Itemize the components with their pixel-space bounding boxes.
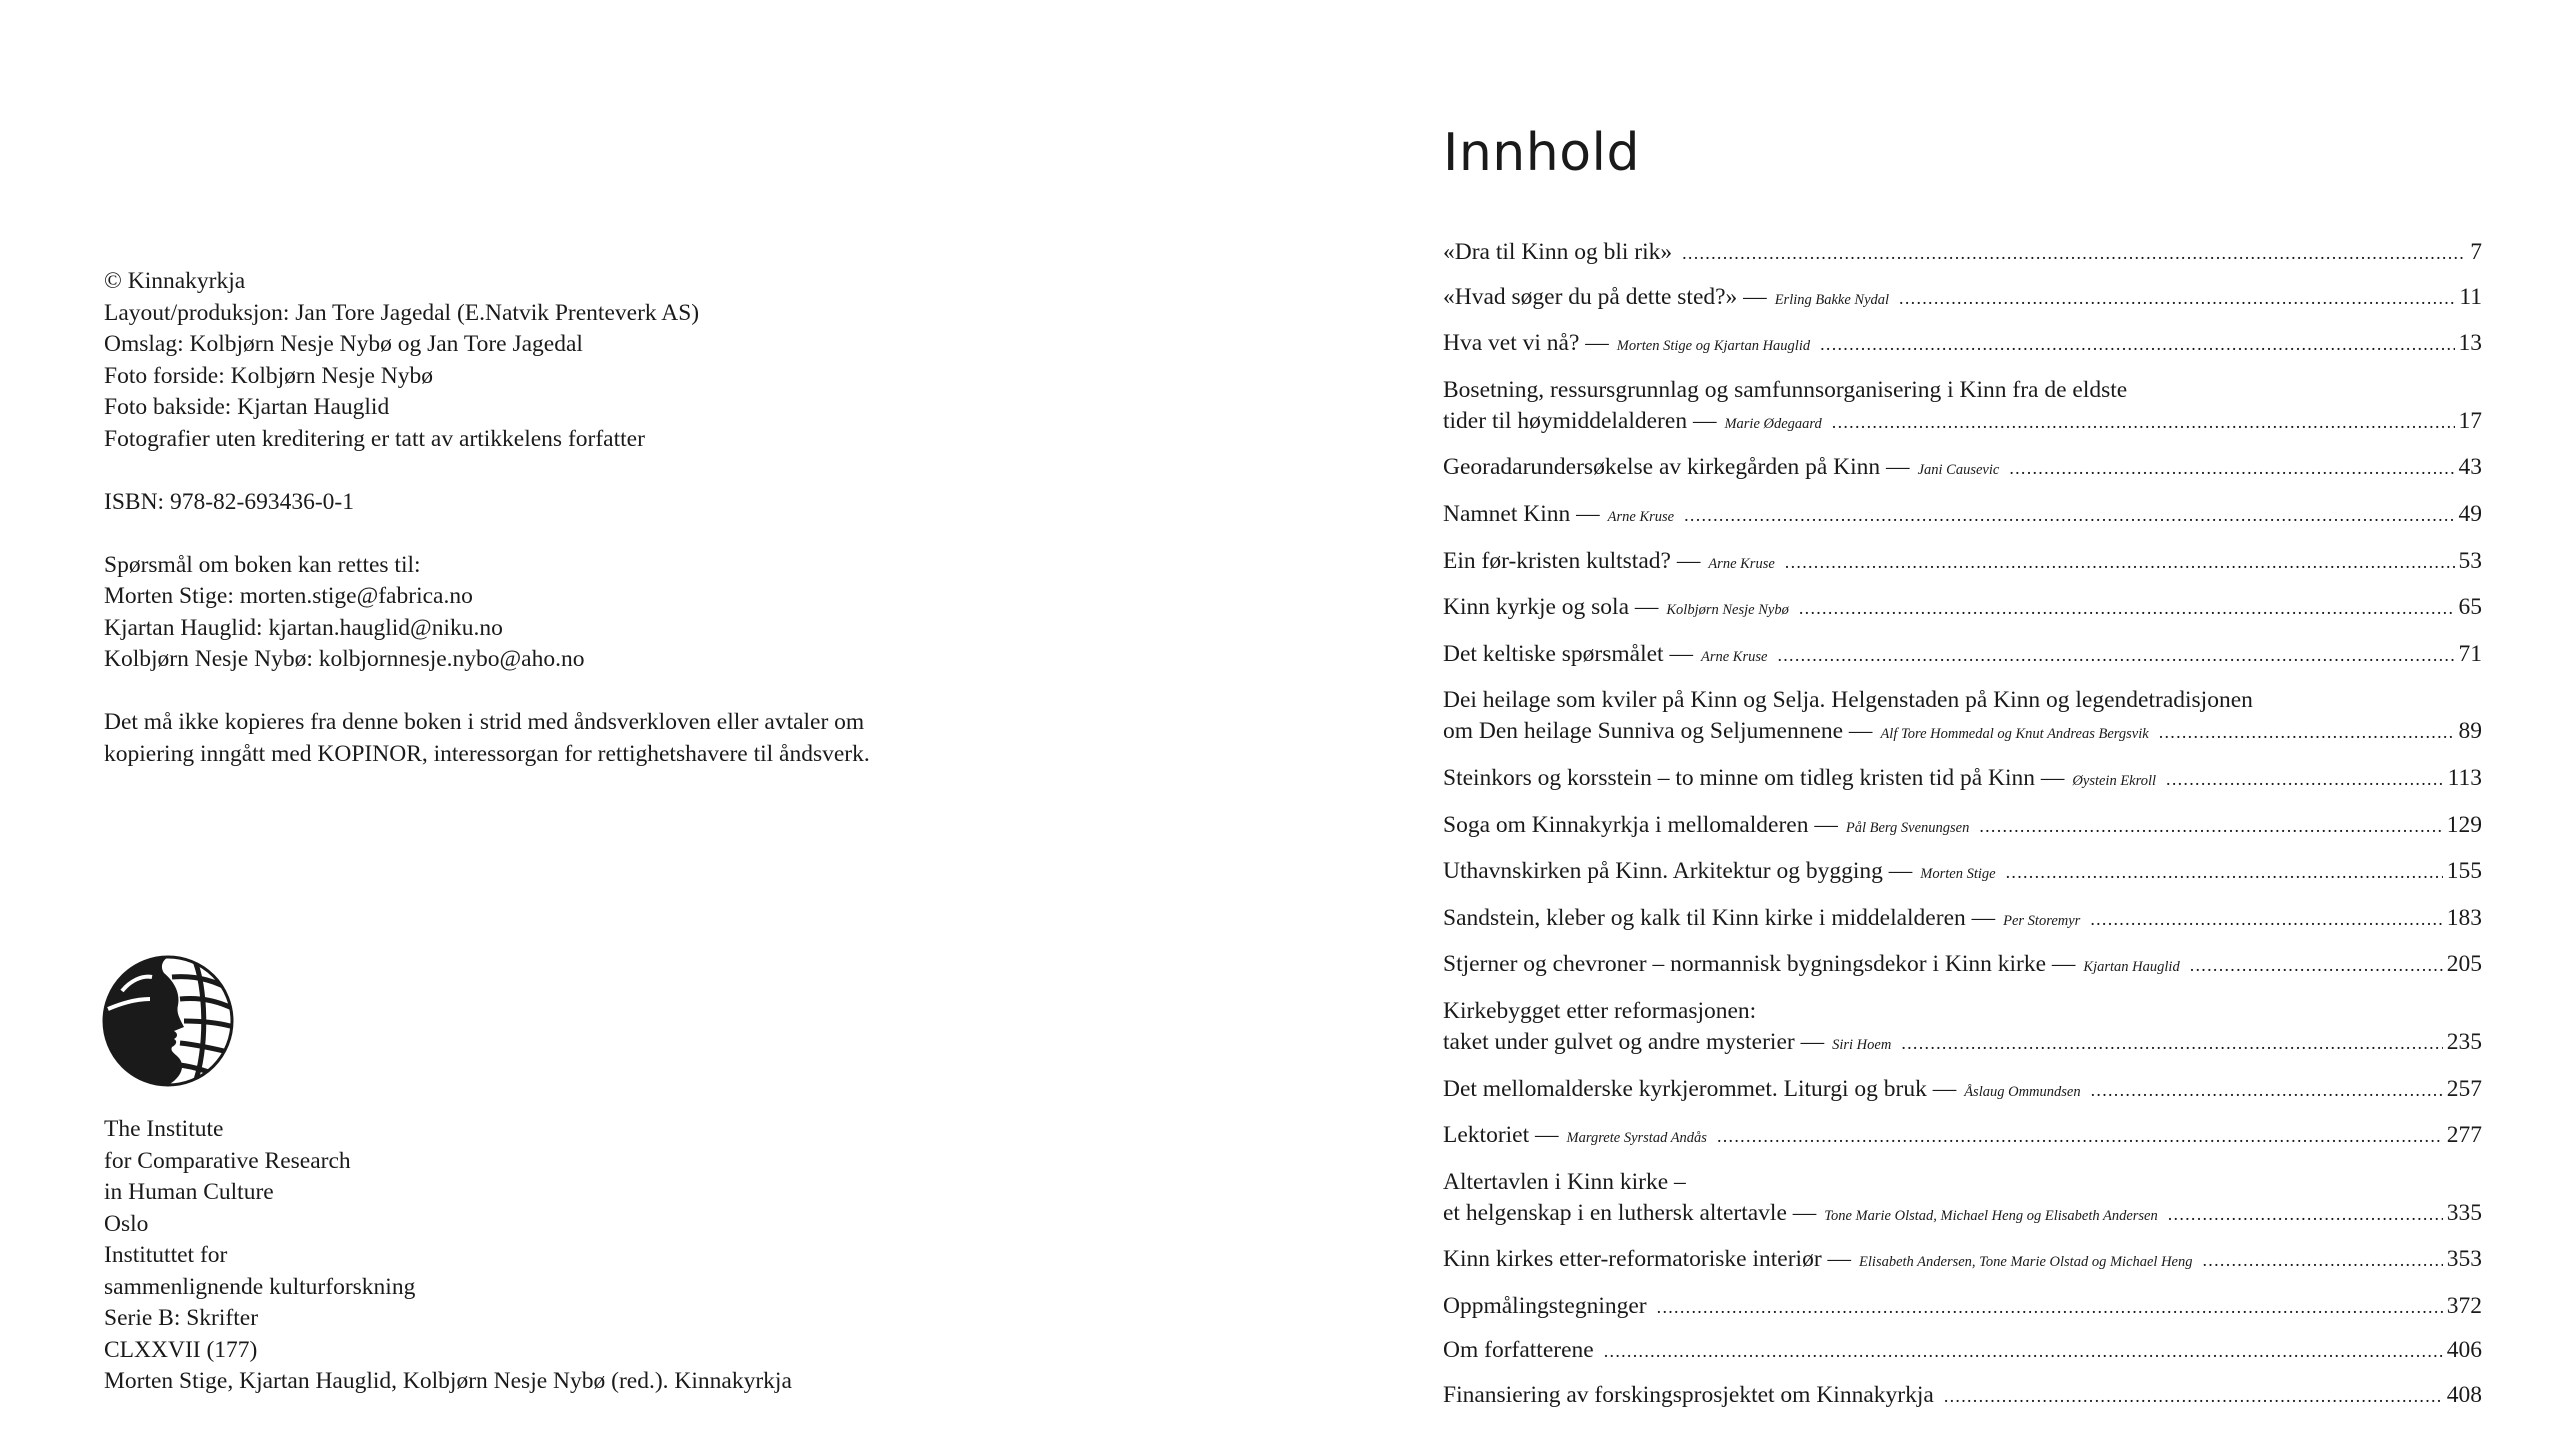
toc-entry-row: [1443, 1380, 2482, 1411]
toc-entry-row: [1443, 1335, 2482, 1366]
toc-entry-page: 113: [2447, 764, 2482, 791]
copyright-note-1: Det må ikke kopieres fra denne boken i strid med åndsverkloven eller avtaler om: [104, 709, 865, 735]
toc-entry-page: 129: [2446, 811, 2482, 838]
toc-entry-page: 408: [2446, 1382, 2482, 1409]
toc-entry: [1443, 1291, 2482, 1322]
toc-entry-title: Georadarundersøkelse av kirkegården på Kinn —: [1443, 454, 1910, 481]
toc-entry-author: Arne Kruse: [1700, 648, 1768, 665]
toc-entry: [1443, 375, 2482, 439]
contact-stige: Morten Stige: morten.stige@fabrica.no: [104, 583, 473, 609]
toc-entry-row: [1443, 639, 2482, 672]
toc-entry-author: Tone Marie Olstad, Michael Heng og Elisabeth Andersen: [1824, 1207, 2158, 1224]
toc-entry-title: Steinkors og korsstein – to minne om tidleg kristen tid på Kinn —: [1443, 764, 2065, 791]
toc-entry-row: [1443, 1027, 2482, 1060]
toc-entry: [1443, 1167, 2482, 1231]
toc-entry-row: [1443, 810, 2482, 843]
toc-entry-page: 372: [2446, 1292, 2482, 1319]
toc-entry-row: [1443, 237, 2482, 268]
toc-entry-title: Ein før-kristen kultstad? —: [1443, 547, 1701, 574]
spacer: [104, 518, 1204, 550]
toc-entry-title: Stjerner og chevroner – normannisk bygningsdekor i Kinn kirke —: [1443, 951, 2076, 978]
toc-entry-author: Marie Ødegaard: [1724, 415, 1822, 432]
toc-entry-page: 257: [2446, 1075, 2482, 1102]
toc-entry-author: Erling Bakke Nydal: [1774, 291, 1890, 308]
toc-entry-title: Hva vet vi nå? —: [1443, 330, 1609, 357]
toc-entry-title: Det mellomalderske kyrkjerommet. Liturgi og bruk —: [1443, 1075, 1957, 1102]
toc-entry-row: [1443, 1244, 2482, 1277]
toc-entry-row: [1443, 1198, 2482, 1231]
toc-entry: [1443, 452, 2482, 485]
toc-entry-page: 353: [2446, 1246, 2482, 1273]
toc-entry-title: Om forfatterene: [1443, 1337, 1594, 1364]
toc-entry-row: [1443, 1120, 2482, 1153]
toc-entry-title: Lektoriet —: [1443, 1122, 1559, 1149]
institute-line: in Human Culture: [104, 1179, 274, 1205]
institute-line: The Institute: [104, 1116, 224, 1142]
toc-entry-row: [1443, 592, 2482, 625]
front-photo-credit: Foto forside: Kolbjørn Nesje Nybø: [104, 362, 433, 389]
toc-entry-title: Det keltiske spørsmålet —: [1443, 640, 1693, 667]
cover-credit: Omslag: Kolbjørn Nesje Nybø og Jan Tore Jagedal: [104, 331, 583, 357]
toc-entry-page: 183: [2446, 904, 2482, 931]
toc-dot-leader: [1799, 592, 2455, 623]
toc-entry-page: 335: [2446, 1199, 2482, 1226]
toc-dot-leader: [2203, 1244, 2443, 1275]
toc-heading: Innhold: [1443, 123, 1640, 183]
toc-entry-page: 7: [2470, 239, 2482, 265]
toc-entry-title: Soga om Kinnakyrkja i mellomalderen —: [1443, 811, 1838, 838]
toc-entry: [1443, 949, 2482, 982]
toc-entry-author: Kjartan Hauglid: [2083, 959, 2180, 976]
toc-dot-leader: [1944, 1380, 2443, 1411]
toc-entry-row: [1443, 328, 2482, 361]
toc-entry: [1443, 1074, 2482, 1107]
toc-entry-page: 65: [2458, 594, 2482, 621]
toc-entry-page: 406: [2446, 1337, 2482, 1364]
toc-dot-leader: [2006, 856, 2443, 887]
institute-line: for Comparative Research: [104, 1147, 351, 1174]
toc-dot-leader: [1684, 499, 2454, 530]
toc-entry: [1443, 282, 2482, 315]
layout-credit: Layout/produksjon: Jan Tore Jagedal (E.Natvik Prenteverk AS): [104, 299, 700, 326]
toc-entry-page: 205: [2446, 951, 2482, 978]
contact-hauglid: Kjartan Hauglid: kjartan.hauglid@niku.no: [104, 614, 503, 641]
toc-entry-page: 17: [2458, 407, 2482, 434]
toc-entry-title-line: Kirkebygget etter reformasjonen:: [1443, 997, 1757, 1024]
toc-entry-author: Pål Berg Svenungsen: [1845, 819, 1970, 836]
toc-dot-leader: [1604, 1335, 2443, 1366]
toc-entry: [1443, 1380, 2482, 1411]
toc-entry-row: [1443, 406, 2482, 439]
toc-entry-author: Morten Stige: [1920, 866, 1996, 883]
toc-entry: [1443, 1120, 2482, 1153]
toc-entry: [1443, 546, 2482, 579]
toc-entry-author: Øystein Ekroll: [2072, 772, 2157, 789]
toc-entry-row: [1443, 903, 2482, 936]
toc-entry-title: Kinn kirkes etter-reformatoriske interiør —: [1443, 1246, 1852, 1273]
citation-line: Morten Stige, Kjartan Hauglid, Kolbjørn Nesje Nybø (red.). Kinnakyrkja: [104, 1368, 792, 1394]
toc-dot-leader: [2159, 716, 2455, 747]
toc-entry-page: 43: [2458, 454, 2482, 481]
toc-dot-leader: [2166, 763, 2444, 794]
toc-entry-page: 53: [2458, 547, 2482, 574]
toc-dot-leader: [2091, 1074, 2443, 1105]
toc-entry: [1443, 328, 2482, 361]
toc-entry: [1443, 763, 2482, 796]
toc-entry: [1443, 1335, 2482, 1366]
toc-entry-title: om Den heilage Sunniva og Seljumennene —: [1443, 718, 1873, 745]
spacer: [104, 455, 1204, 487]
toc-entry-title-line: Bosetning, ressursgrunnlag og samfunnsorganisering i Kinn fra de eldste: [1443, 376, 2128, 403]
toc-entry-title: Sandstein, kleber og kalk til Kinn kirke i middelalderen —: [1443, 904, 1996, 931]
toc-entry: [1443, 237, 2482, 268]
toc-dot-leader: [1785, 546, 2455, 577]
copyright-line: © Kinnakyrkja: [104, 268, 246, 294]
toc-entry-row: [1443, 763, 2482, 796]
toc-entry-row: [1443, 949, 2482, 982]
series-line: Serie B: Skrifter: [104, 1305, 259, 1331]
contact-nybo: Kolbjørn Nesje Nybø: kolbjornnesje.nybo@aho.no: [104, 646, 585, 672]
toc-entry-title: Oppmålingstegninger: [1443, 1292, 1647, 1319]
toc-entry-row: [1443, 499, 2482, 532]
isbn: ISBN: 978-82-693436-0-1: [104, 488, 354, 515]
colophon: [104, 266, 1204, 770]
toc-entry-title: Kinn kyrkje og sola —: [1443, 594, 1659, 621]
toc-entry-author: Margrete Syrstad Andås: [1566, 1130, 1707, 1147]
toc-entry-row: [1443, 1074, 2482, 1107]
back-photo-credit: Foto bakside: Kjartan Hauglid: [104, 394, 390, 420]
toc-dot-leader: [1657, 1291, 2443, 1322]
toc-entry-author: Arne Kruse: [1708, 555, 1775, 572]
toc-entry: [1443, 903, 2482, 936]
right-page: [1280, 0, 2560, 1453]
institute-profile-globe-logo-icon: [102, 955, 234, 1087]
toc-entry-row: [1443, 1291, 2482, 1322]
toc-entry-author: Per Storemyr: [2003, 912, 2081, 929]
toc-dot-leader: [2090, 903, 2442, 934]
photo-note: Fotografier uten kreditering er tatt av artikkelens forfatter: [104, 425, 645, 452]
toc-entry-author: Morten Stige og Kjartan Hauglid: [1616, 338, 1811, 355]
toc-entry-page: 71: [2458, 640, 2482, 667]
toc-dot-leader: [2168, 1198, 2443, 1229]
toc-dot-leader: [1682, 237, 2466, 268]
toc-entry: [1443, 1244, 2482, 1277]
toc-dot-leader: [1717, 1120, 2443, 1151]
toc-entry: [1443, 856, 2482, 889]
toc-entry-row: [1443, 716, 2482, 749]
toc-entry: [1443, 639, 2482, 672]
toc-entry-title: tider til høymiddelalderen —: [1443, 407, 1717, 434]
toc-entry-author: Jani Causevic: [1917, 462, 2000, 479]
institute-credits: [104, 1114, 1204, 1398]
toc-entry-author: Kolbjørn Nesje Nybø: [1666, 602, 1789, 619]
toc-entry-title: Namnet Kinn —: [1443, 500, 1600, 527]
toc-dot-leader: [1832, 406, 2455, 437]
toc-entry: [1443, 592, 2482, 625]
institute-line: Oslo: [104, 1210, 149, 1237]
toc-entry-title: Finansiering av forskingsprosjektet om Kinnakyrkja: [1443, 1382, 1934, 1409]
toc-dot-leader: [1979, 810, 2442, 841]
copyright-note-2: kopiering inngått med KOPINOR, interessorgan for rettighetshavere til åndsverk.: [104, 740, 870, 767]
toc-entry-title: «Dra til Kinn og bli rik»: [1443, 239, 1673, 265]
toc-entry-title-line: Dei heilage som kviler på Kinn og Selja. Helgenstaden på Kinn og legendetradisjonen: [1443, 687, 2253, 714]
toc-entry-author: Arne Kruse: [1607, 508, 1675, 525]
toc-entry-title: Uthavnskirken på Kinn. Arkitektur og bygging —: [1443, 858, 1913, 885]
toc-entry-author: Åslaug Ommundsen: [1964, 1083, 2081, 1100]
toc-entry-author: Siri Hoem: [1832, 1036, 1892, 1053]
toc-entry-row: [1443, 452, 2482, 485]
toc-entry-title: taket under gulvet og andre mysterier —: [1443, 1028, 1825, 1055]
toc-dot-leader: [1777, 639, 2454, 670]
institute-line: sammenlignende kulturforskning: [104, 1273, 416, 1300]
toc-dot-leader: [2009, 452, 2454, 483]
questions-heading: Spørsmål om boken kan rettes til:: [104, 551, 421, 578]
toc-entry-page: 277: [2446, 1122, 2482, 1149]
toc-dot-leader: [1820, 328, 2454, 359]
spacer: [104, 676, 1204, 708]
toc-dot-leader: [1899, 282, 2455, 313]
toc-entry-page: 11: [2459, 283, 2482, 310]
toc-entry-page: 235: [2446, 1028, 2482, 1055]
toc-entry: [1443, 996, 2482, 1060]
toc-entry-title: «Hvad søger du på dette sted?» —: [1443, 283, 1767, 310]
toc-entry-row: [1443, 856, 2482, 889]
toc-dot-leader: [2190, 949, 2443, 980]
table-of-contents: [1443, 237, 2482, 1425]
toc-entry-author: Alf Tore Hommedal og Knut Andreas Bergsvik: [1880, 726, 2149, 743]
toc-entry-page: 49: [2458, 500, 2482, 527]
institute-line: Instituttet for: [104, 1242, 228, 1268]
toc-entry: [1443, 810, 2482, 843]
toc-entry-row: [1443, 282, 2482, 315]
toc-entry: [1443, 685, 2482, 749]
toc-entry-title-line: Altertavlen i Kinn kirke –: [1443, 1168, 1686, 1195]
toc-entry-page: 89: [2458, 718, 2482, 745]
toc-entry-author: Elisabeth Andersen, Tone Marie Olstad og Michael Heng: [1859, 1254, 2193, 1271]
toc-dot-leader: [1901, 1027, 2442, 1058]
series-number: CLXXVII (177): [104, 1336, 258, 1363]
toc-entry: [1443, 499, 2482, 532]
toc-entry-page: 13: [2458, 330, 2482, 357]
toc-entry-title: et helgenskap i en luthersk altertavle —: [1443, 1199, 1817, 1226]
toc-entry-page: 155: [2446, 858, 2482, 885]
toc-entry-row: [1443, 546, 2482, 579]
